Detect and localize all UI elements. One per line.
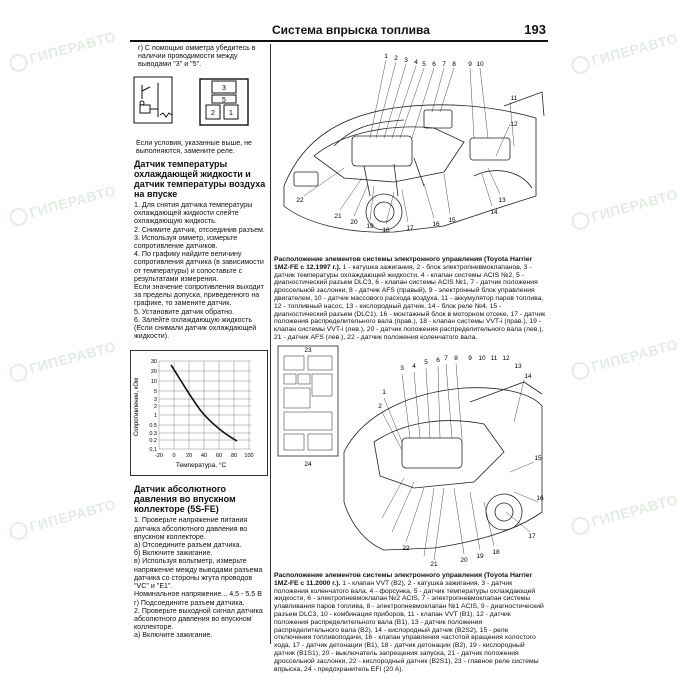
callout-number: 21 — [430, 561, 438, 568]
x-axis-label: Температура, °С — [175, 462, 227, 470]
callout-number: 6 — [436, 357, 440, 364]
callout-number: 2 — [394, 55, 398, 62]
y-tick-label: 2 — [153, 404, 157, 411]
x-tick-label: 80 — [230, 453, 238, 460]
callout-number: 22 — [402, 545, 410, 552]
callout-number: 20 — [460, 557, 468, 564]
y-tick-label: 30 — [150, 359, 157, 366]
callout-number: 8 — [454, 355, 458, 362]
callout-number: 1 — [384, 53, 388, 60]
relay-diagram — [130, 73, 268, 131]
page-header — [130, 22, 548, 42]
callout-number: 12 — [510, 121, 518, 128]
watermark: ГИПЕРАВТО — [8, 28, 119, 74]
x-tick-label: 0 — [172, 453, 176, 460]
relay-schematic — [130, 73, 260, 131]
figure-engine-bay-1997 — [274, 46, 546, 246]
intro-text: г) С помощью омметра убедитесь в наличии проводимости между выводами "3" и "5". — [138, 44, 258, 69]
book-page — [130, 22, 548, 673]
callout-number: 17 — [406, 225, 414, 232]
callout-number: 12 — [502, 355, 510, 362]
y-axis-label: Сопротивление, кОм — [134, 378, 140, 437]
callout-number: 10 — [476, 61, 484, 68]
watermark: ГИПЕРАВТО — [8, 496, 119, 542]
y-tick-label: 5 — [153, 389, 157, 396]
relay-pin-label: 2 — [211, 109, 215, 117]
page-title: Система впрыска топлива — [272, 23, 430, 37]
callout-number: 3 — [404, 57, 408, 64]
y-tick-label: 0.1 — [149, 447, 157, 454]
relay-pin-label: 5 — [222, 96, 226, 104]
y-tick-label: 10 — [150, 379, 157, 386]
section-body-map-sensor: 1. Проверьте напряжение питания датчика абсолютного давления во впускном коллекторе. а) Отсоедините разъем датчика. б) Включите зажигание. в) Используя вольтметр, измерьте напряжение между выводами разъема датчика со стороны жгута проводов "VC" и "E1". Номинальное напряжение... 4.5 - 5.5 В г) Подсоедините разъем датчика. 2. Проверьте выходной сигнал датчика абсолютного давления во впускном коллекторе. а) Включите зажигание. — [134, 516, 263, 640]
callout-number: 20 — [350, 219, 358, 226]
x-tick-label: -20 — [155, 453, 163, 460]
callout-number: 15 — [534, 455, 542, 462]
watermark: ГИПЕРАВТО — [8, 338, 119, 384]
relay-note: Если условия, указанные выше, не выполняются, замените реле. — [136, 138, 254, 155]
callout-number: 10 — [478, 355, 486, 362]
callout-number: 11 — [510, 95, 518, 102]
callout-number: 17 — [528, 533, 536, 540]
callout-number: 3 — [400, 365, 404, 372]
callout-number: 11 — [490, 355, 498, 362]
watermark: ГИПЕРАВТО — [570, 30, 680, 76]
callout-number: 22 — [296, 197, 304, 204]
watermark: ГИПЕРАВТО — [8, 182, 119, 228]
figure-1-caption-title: Расположение элементов системы электронного управления (Toyota Harrier 1MZ-FE с 12.1997 г.). — [274, 256, 533, 271]
engine-bay-illustration-2 — [274, 342, 546, 570]
relay-pin-label: 3 — [222, 84, 226, 92]
figure-engine-bay-2000 — [274, 342, 546, 570]
y-tick-label: 0.2 — [149, 438, 157, 445]
relay-pin-label: 1 — [229, 109, 233, 117]
callout-number: 16 — [536, 495, 544, 502]
page-number: 193 — [524, 22, 546, 37]
callout-number: 19 — [476, 553, 484, 560]
callout-number: 18 — [382, 227, 390, 234]
y-tick-label: 20 — [150, 369, 157, 376]
left-column — [130, 44, 268, 640]
callout-number: 19 — [366, 223, 374, 230]
callout-number: 24 — [304, 461, 312, 468]
callout-number: 18 — [492, 549, 500, 556]
callout-number: 21 — [334, 213, 342, 220]
callout-number: 14 — [524, 373, 532, 380]
x-tick-label: 20 — [185, 453, 193, 460]
callout-number: 14 — [490, 209, 498, 216]
section-body-temp-sensors: 1. Для снятия датчика температуры охлаждающей жидкости слейте охлаждающую жидкость. 2. Снимите датчик, отсоединив разъем. 3. Используя омметр, измерьте сопротивление датчиков. 4. По графику найдите величину сопротивления датчика (в зависимости от температуры) и сопоставьте с результатами измерения. Если значение сопротивления выходит за пределы допуска, приведенного на графике, то замените датчик. 5. Установите датчик обратно. 6. Залейте охлаждающую жидкость (Если снимали датчик охлаждающей жидкости). — [134, 201, 265, 341]
watermark: ГИПЕРАВТО — [570, 491, 680, 537]
column-divider — [270, 44, 271, 644]
figure-1-caption-text: 1 - катушка зажигания, 2 - блок электропневмоклапанов, 3 - датчик температуры охлаждающей жидкости, 4 - клапан системы ACIS №2, 5 - диагностический разъем DLC3, 6 - клапан системы ACIS №1, 7 - датчик положения дроссельной заслонки, 8 - датчик AFS (правый), 9 - электронный блок управления двигателем, 10 - датчик массового расхода воздуха, 11 - аккумулятор паров топлива, 12 - топливный насос, 13 - кислородный датчик, 14 - блок реле №4, 15 - диагностический разъем (DLC1), 16 - монтажный блок в моторном отсеке, 17 - датчик положения распределительного вала (прав.), 18 - клапан системы VVT-i (прав.), 19 - клапан системы VVT-i (лев.), 20 - датчик положения распределительного вала (лев.), 21 - датчик AFS (лев.), 22 - датчик положения коленчатого вала. — [274, 263, 546, 341]
engine-bay-illustration — [274, 46, 546, 246]
callout-number: 2 — [378, 403, 382, 410]
callout-number: 1 — [382, 389, 386, 396]
section-heading-map-sensor: Датчик абсолютного давления во впускном коллекторе (5S-FE) — [134, 484, 236, 515]
y-tick-label: 0.5 — [149, 423, 157, 430]
x-tick-label: 40 — [200, 453, 208, 460]
callout-number: 9 — [468, 355, 472, 362]
figure-1-caption — [274, 256, 546, 342]
callout-number: 7 — [442, 61, 446, 68]
callout-number: 6 — [432, 61, 436, 68]
callout-number: 13 — [498, 197, 506, 204]
x-tick-label: 60 — [215, 453, 223, 460]
callout-number: 5 — [424, 359, 428, 366]
callout-number: 9 — [468, 61, 472, 68]
figure-2-caption — [274, 572, 546, 673]
y-tick-label: 0.3 — [149, 431, 157, 438]
callout-number: 13 — [514, 363, 522, 370]
watermark: ГИПЕРАВТО — [570, 186, 680, 232]
callout-number: 23 — [304, 347, 312, 354]
section-heading-temp-sensors: Датчик температуры охлаждающей жидкости и датчик температуры воздуха на впуске — [134, 159, 266, 200]
watermark: ГИПЕРАВТО — [570, 336, 680, 382]
callout-number: 7 — [444, 355, 448, 362]
resistance-graph — [130, 350, 268, 476]
figure-2-caption-text: 1 - клапан VVT (B2), 2 - катушка зажигания, 3 - датчик положения коленчатого вала, 4 - форсунка, 5 - датчик температуры охлаждающей жидкости, 6 - электропневмоклапан №2 ACIS, 7 - электропневмоклапан системы улавливания паров топлива, 8 - электропневмоклапан №1 ACIS, 9 - диагностический разъем DLC3, 10 - комбинация приборов, 11 - клапан VVT (B1), 12 - датчик положения распределительного вала (B1), 13 - датчик положения распределительного вала (B2), 14 - кислородный датчик (B2S2), 15 - реле отключения топливоподачи, 16 - клапан управления частотой вращения холостого хода, 17 - датчик детонации (B1), 18 - датчик детонации (B2), 19 - кислородный датчик (B1S1), 20 - выключатель запрещения запуска, 21 - датчик положения дроссельной заслонки, 22 - кислородный датчик (B2S1), 23 - главное реле системы впрыска, 24 - предохранитель EFI (20 A). — [274, 579, 544, 673]
callout-number: 8 — [452, 61, 456, 68]
callout-number: 4 — [414, 59, 418, 66]
figure-2-caption-title: Расположение элементов системы электронного управления (Toyota Harrier 1MZ-FE с 11.2000 г.). — [274, 572, 533, 587]
resistance-curve-svg — [131, 351, 267, 473]
x-tick-label: 100 — [244, 453, 254, 460]
callout-number: 16 — [432, 221, 440, 228]
callout-number: 4 — [412, 363, 416, 370]
callout-number: 5 — [422, 61, 426, 68]
callout-number: 15 — [448, 217, 456, 224]
y-tick-label: 3 — [153, 397, 157, 404]
y-tick-label: 1 — [153, 413, 157, 420]
